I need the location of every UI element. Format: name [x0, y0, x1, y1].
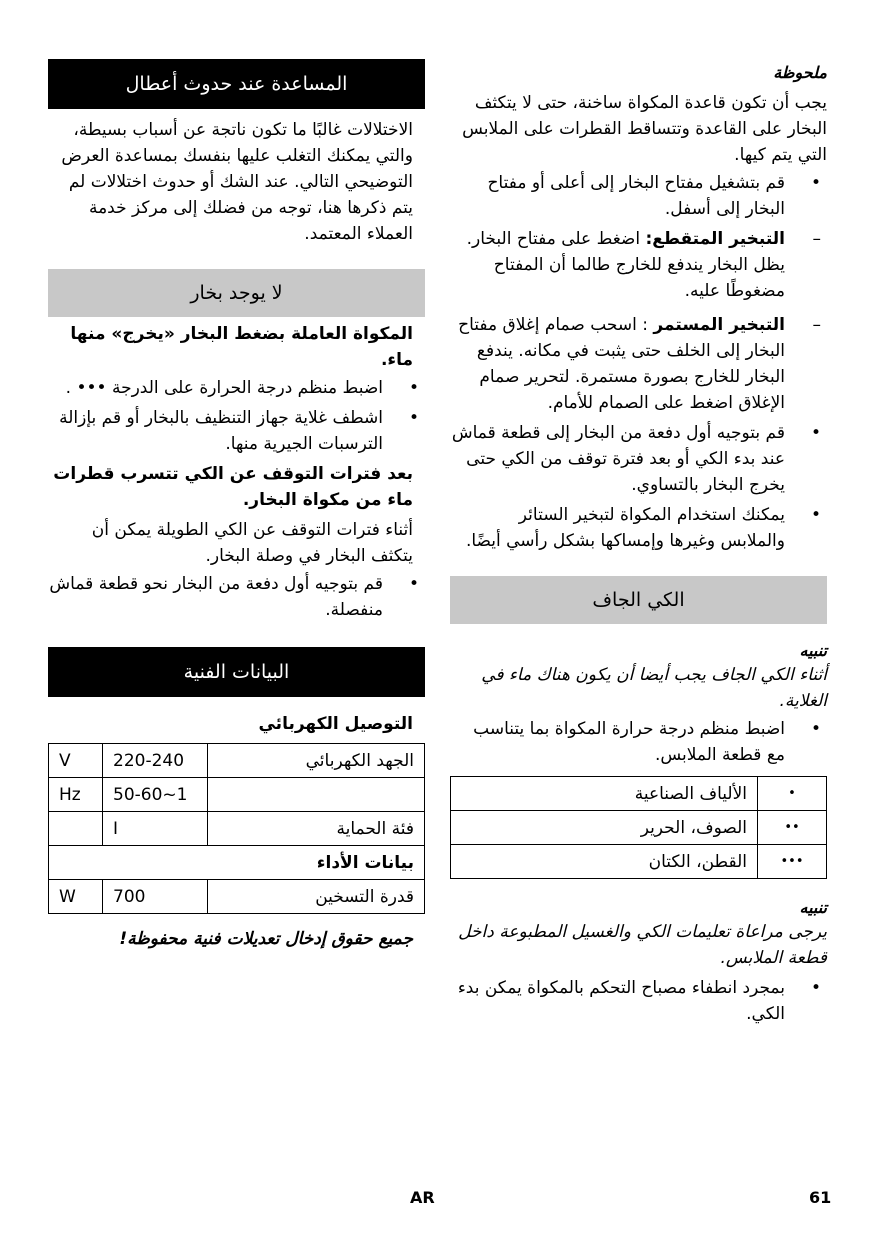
tech-label: الجهد الكهربائي	[208, 744, 425, 778]
temp-fabric: الصوف، الحرير	[451, 811, 758, 845]
steam-bullets	[450, 170, 827, 222]
performance-data-label: بيانات الأداء	[49, 846, 425, 880]
continuous-steam-label: التبخير المستمر	[653, 315, 785, 335]
page-number: 61	[809, 1188, 832, 1207]
tech-value: 220-240	[103, 744, 208, 778]
table-row	[49, 812, 425, 846]
list-item: • اضبط منظم درجة الحرارة على الدرجة ••• .	[48, 375, 425, 401]
caution-title: تنبيه	[799, 641, 827, 660]
table-row	[49, 744, 425, 778]
no-steam-bullets	[48, 375, 425, 457]
list-item: • اضبط منظم درجة حرارة المكواة بما يتناسب مع قطعة الملابس.	[450, 716, 827, 768]
note-title: ملحوظة	[773, 63, 827, 82]
troubleshooting-heading: المساعدة عند حدوث أعطال	[48, 59, 425, 109]
temp-dots: ••	[758, 811, 827, 845]
lamp-bullets	[450, 975, 827, 1027]
language-code: AR	[410, 1188, 435, 1207]
temp-dots: •••	[758, 845, 827, 879]
caution-text: يرجى مراعاة تعليمات الكي والغسيل المطبوعة داخل قطعة الملابس.	[458, 922, 827, 968]
list-item: • قم بتوجيه أول دفعة من البخار إلى قطعة قماش عند بدء الكي أو بعد فترة توقف من الكي حتى يخرج البخار بالتساوي.	[450, 420, 827, 498]
tech-unit: Hz	[49, 778, 103, 812]
right-column	[450, 62, 827, 1027]
drip-text: أثناء فترات التوقف عن الكي الطويلة يمكن أن يتكثف البخار في وصلة البخار.	[91, 520, 413, 566]
list-item: • قم بتوجيه أول دفعة من البخار نحو قطعة قماش منفصلة.	[48, 571, 425, 623]
list-item: • يمكنك استخدام المكواة لتبخير الستائر والملابس وغيرها وإمساكها بشكل رأسي أيضًا.	[450, 502, 827, 554]
continuous-steam-text: : اسحب صمام إغلاق مفتاح البخار إلى الخلف حتى يثبت في مكانه. يندفع البخار للخارج بصورة مستمرة. لتحرير صمام الإغلاق اضغط على الصمام للأمام.	[458, 315, 785, 413]
dry-ironing-heading: الكي الجاف	[450, 576, 827, 624]
table-row	[451, 845, 827, 879]
table-row	[49, 778, 425, 812]
list-item	[450, 312, 827, 416]
tech-label: قدرة التسخين	[208, 880, 425, 914]
caution-text: أثناء الكي الجاف يجب أيضا أن يكون هناك ماء في الغلاية.	[481, 665, 827, 711]
note-text: يجب أن تكون قاعدة المكواة ساخنة، حتى لا يتكثف البخار على القاعدة وتتساقط القطرات على الملابس التي يتم كيها.	[462, 93, 827, 165]
list-item: • بمجرد انطفاء مصباح التحكم بالمكواة يمكن بدء الكي.	[450, 975, 827, 1027]
tech-label	[208, 778, 425, 812]
intermittent-steam-text: اضغط على مفتاح البخار. يظل البخار يندفع للخارج طالما أن المفتاح مضغوطًا عليه.	[466, 229, 785, 301]
electrical-connection-label: التوصيل الكهربائي	[258, 714, 413, 734]
technical-data-heading: البيانات الفنية	[48, 647, 425, 697]
troubleshooting-text: الاختلالات غالبًا ما تكون ناتجة عن أسباب بسيطة، والتي يمكنك التغلب عليها بنفسك بمساعدة العرض التوضيحي التالي. عند الشك أو حدوث اختلالات لم يتم ذكرها هنا، توجه من فضلك إلى مركز خدمة العملاء المعتمد.	[61, 120, 413, 244]
steam-modes	[450, 226, 827, 416]
list-item	[450, 226, 827, 304]
tech-unit	[49, 812, 103, 846]
tech-unit: V	[49, 744, 103, 778]
rights-reserved-note: جميع حقوق إدخال تعديلات فنية محفوظة!	[119, 929, 413, 949]
tech-value: I	[103, 812, 208, 846]
tech-unit: W	[49, 880, 103, 914]
drip-bullets	[48, 571, 425, 623]
tech-label: فئة الحماية	[208, 812, 425, 846]
intermittent-steam-label: التبخير المتقطع:	[645, 229, 785, 249]
list-item: • قم بتشغيل مفتاح البخار إلى أعلى أو مفتاح البخار إلى أسفل.	[450, 170, 827, 222]
caution-title: تنبيه	[799, 898, 827, 917]
tech-value: 1~50-60	[103, 778, 208, 812]
list-item: • اشطف غلاية جهاز التنظيف بالبخار أو قم بإزالة الترسبات الجيرية منها.	[48, 405, 425, 457]
temp-fabric: الألياف الصناعية	[451, 777, 758, 811]
dry-bullets	[450, 716, 827, 768]
no-steam-subheading: المكواة العاملة بضغط البخار «يخرج» منها ماء.	[70, 324, 413, 370]
drip-subheading: بعد فترات التوقف عن الكي تتسرب قطرات ماء من مكواة البخار.	[53, 464, 413, 510]
temp-dots: •	[758, 777, 827, 811]
table-row	[451, 777, 827, 811]
temp-fabric: القطن، الكتان	[451, 845, 758, 879]
left-column	[48, 59, 425, 952]
temperature-table	[450, 776, 827, 879]
technical-data-table	[48, 743, 425, 914]
table-row	[49, 846, 425, 880]
no-steam-heading: لا يوجد بخار	[48, 269, 425, 317]
tech-value: 700	[103, 880, 208, 914]
table-row	[49, 880, 425, 914]
table-row	[451, 811, 827, 845]
steam-bullets-2	[450, 420, 827, 554]
